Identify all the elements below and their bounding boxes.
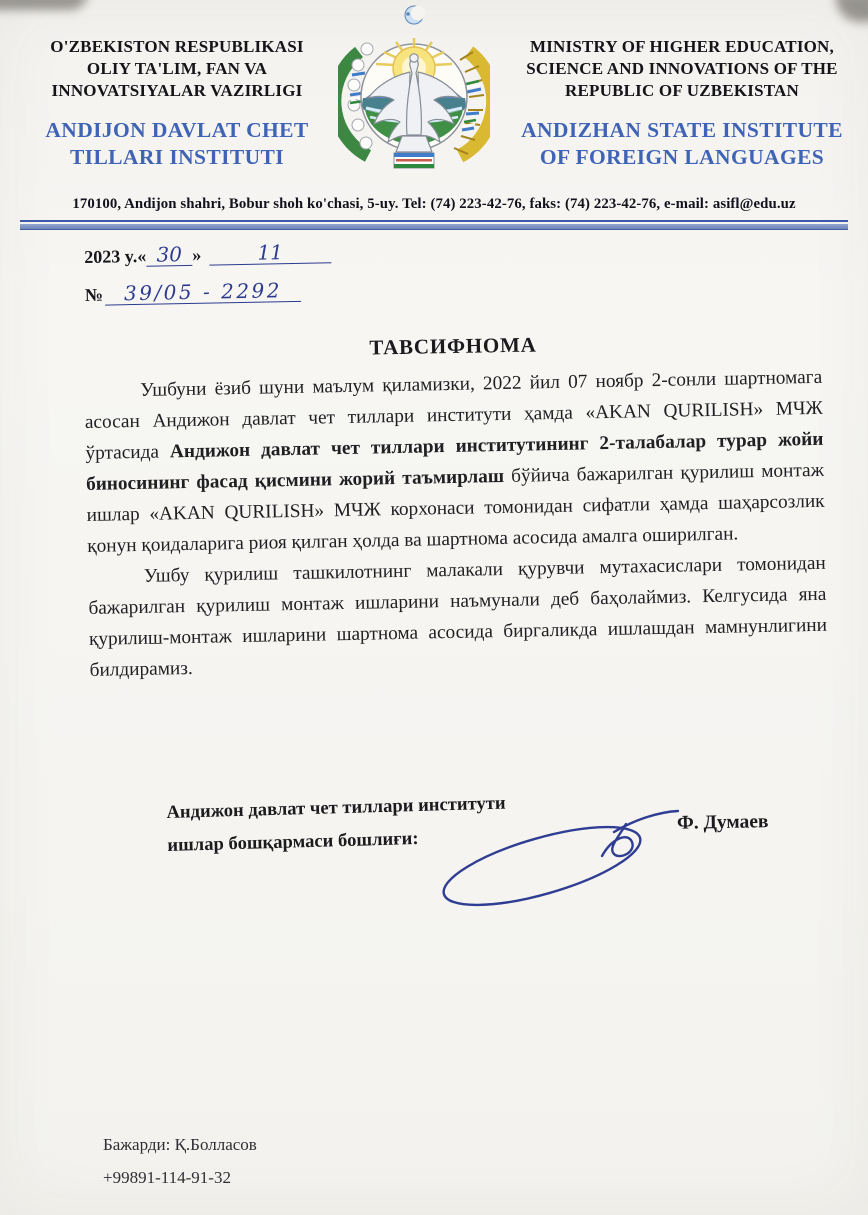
letterhead-left [16, 36, 338, 171]
body-paragraph-1 [84, 362, 825, 562]
ministry-en-line2: SCIENCE AND INNOVATIONS OF THE [526, 59, 838, 78]
institute-name-uz [16, 117, 338, 171]
crescent-star-icon [405, 6, 425, 24]
date-close-quote: » [192, 244, 202, 265]
header-rule [20, 220, 848, 230]
institute-en-line1: ANDIZHAN STATE INSTITUTE [521, 118, 843, 142]
ministry-name-en [506, 36, 858, 102]
signature-ink [430, 796, 682, 916]
ministry-uz-line3: INNOVATSIYALAR VAZIRLIGI [51, 81, 303, 100]
ministry-uz-line2: OLIY TA'LIM, FAN VA [86, 59, 268, 78]
ministry-uz-line1: O'ZBEKISTON RESPUBLIKASI [50, 37, 304, 56]
handwritten-day: 30 [146, 244, 192, 267]
date-label: 2023 y.« [84, 245, 147, 267]
scan-artifact [836, 0, 868, 22]
scan-artifact [0, 0, 88, 10]
document-title: ТАВСИФНОМА [369, 332, 537, 360]
signer-name: Ф. Думаев [676, 811, 769, 834]
flag-banner-icon [394, 153, 434, 168]
paragraph1-bold: Андижон давлат чет тиллари институтининг 2-талабалар турар жойи биносининг фасад қисмини жорий таъмирлаш [85, 428, 824, 495]
institute-name-en [506, 117, 858, 171]
handwritten-ref-number: 39/05 - 2292 [105, 280, 301, 306]
document-body [84, 362, 828, 686]
reference-block [84, 241, 332, 322]
institute-en-line2: OF FOREIGN LANGUAGES [539, 145, 825, 169]
footer [103, 1128, 257, 1194]
institute-uz-line1: ANDIJON DAVLAT CHET [45, 118, 309, 142]
address-contact-line: 170100, Andijon shahri, Bobur shoh ko'chasi, 5-uy. Tel: (74) 223-42-76, faks: (74) 223-42-76, e-mail: asifl@edu.uz [72, 196, 796, 212]
institute-uz-line2: TILLARI INSTITUTI [69, 145, 285, 169]
rule-thin-line [20, 220, 848, 222]
body-paragraph-2: Ушбу қурилиш ташкилотнинг малакали қурувчи мутахасислари томонидан бажарилган қурилиш монтаж ишларини наъмунали деб баҳолаймиз. Келгусида яна қурилиш-монтаж ишларини шартнома асосида биргаликда ишлашдан мамнунлигини билдирамиз. [88, 552, 828, 681]
ministry-en-line3: REPUBLIC OF UZBEKISTAN [565, 81, 799, 100]
signature-title-line2: ишлар бошқармаси бошлиғи: [167, 827, 419, 856]
paragraph1-end: бўйича бажарилган қурилиш монтаж ишлар «AKAN QURILISH» МЧЖ корхонаси томонидан сифатли ҳамда шаҳарсозлик қонун қоидаларига риоя қилган ҳолда ва шартнома асосида амалга оширилган. [86, 459, 825, 557]
ministry-name-uz [16, 36, 338, 102]
ref-number-line [85, 279, 333, 322]
footer-phone: +99891-114-91-32 [103, 1168, 231, 1187]
number-sign: № [84, 284, 104, 305]
uzbekistan-state-emblem [338, 2, 490, 177]
signature-title-line1: Андижон давлат чет тиллари институти [166, 792, 506, 823]
ministry-en-line1: MINISTRY OF HIGHER EDUCATION, [530, 37, 834, 56]
handwritten-month: 11 [209, 241, 331, 265]
date-line [84, 241, 332, 284]
paragraph1-start: Ушбуни ёзиб шуни маълум қиламизки, 2022 йил 07 ноябр 2-сонли шартномага асосан Андижон давлат чет тиллари институти ҳамда «AKAN QURILISH» МЧЖ ўртасида [84, 366, 823, 464]
letterhead-right [506, 36, 858, 171]
footer-prepared-by: Бажарди: Қ.Болласов [103, 1135, 257, 1154]
rule-thick-line [20, 224, 848, 230]
